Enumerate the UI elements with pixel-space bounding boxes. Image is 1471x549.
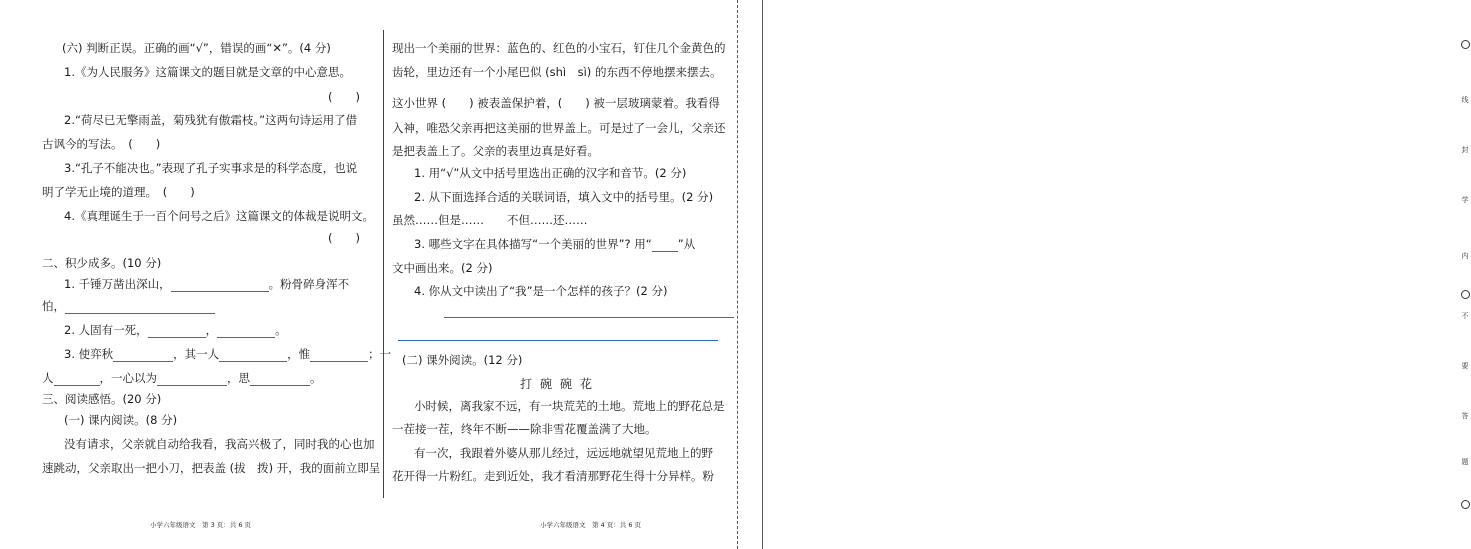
fill-blank[interactable] <box>148 325 206 338</box>
passage-line-7: 是把表盖上了。父亲的表里边真是好看。 <box>392 144 599 158</box>
binding-mark: 封 <box>1459 146 1471 155</box>
story-line-3: 有一次，我跟着外婆从那儿经过，远远地就望见荒地上的野 <box>414 446 713 460</box>
question-2: 2. 从下面选择合适的关联词语，填入文中的括号里。(2 分) <box>414 190 714 204</box>
fill-item-1-line-1: 1. 千锤万凿出深山， 。粉骨碎身浑不 <box>64 277 350 291</box>
binding-mark: 要 <box>1459 362 1471 371</box>
judge-item-1: 1.《为人民服务》这篇课文的题目就是文章的中心意思。 <box>64 65 351 79</box>
column-divider <box>383 30 384 498</box>
binding-circle <box>1461 40 1470 49</box>
passage-line-6: 入神，唯恐父亲再把这美丽的世界盖上。可是过了一会儿，父亲还 <box>392 121 726 135</box>
fill-blank[interactable] <box>113 349 173 362</box>
underline-marker <box>652 239 678 252</box>
question-2-options: 虽然……但是…… 不但……还…… <box>392 213 588 227</box>
binding-circle <box>1461 500 1470 509</box>
fill-blank[interactable] <box>54 373 100 386</box>
binding-mark: 学 <box>1459 196 1471 205</box>
section-6-heading: (六) 判断正误。正确的画“√”，错误的画“✕”。(4 分) <box>62 41 331 55</box>
reading-1-heading: (一) 课内阅读。(8 分) <box>64 413 178 427</box>
binding-mark: 题 <box>1459 458 1471 467</box>
judge-item-4-answer[interactable]: ( ) <box>328 231 360 245</box>
binding-mark: 线 <box>1459 96 1471 105</box>
binding-strip <box>728 0 1469 549</box>
question-1: 1. 用“√”从文中括号里选出正确的汉字和音节。(2 分) <box>414 166 687 180</box>
binding-circle <box>1461 290 1470 299</box>
fill-blank[interactable] <box>217 325 275 338</box>
fill-blank[interactable] <box>219 349 287 362</box>
question-3-line-1: 3. 哪些文字在具体描写“一个美丽的世界”? 用“ ”从 <box>414 237 696 251</box>
fill-item-1-line-2: 怕， <box>42 298 215 314</box>
judge-item-2-line-2[interactable]: 古讽今的写法。 ( ) <box>42 137 161 151</box>
fill-blank[interactable] <box>157 373 227 386</box>
passage-line-2: 速跳动，父亲取出一把小刀，把表盖 (拔 拨) 开，我的面前立即呈 <box>42 461 381 475</box>
story-title: 打碗碗花 <box>519 377 600 391</box>
page-4-footer: 小学六年级语文 第 4 页：共 6 页 <box>540 521 642 529</box>
fill-item-3-line-1: 3. 使弈秋 ，其一人 ，惟 ；一 <box>64 347 392 361</box>
binding-mark: 答 <box>1459 412 1471 421</box>
fill-blank[interactable] <box>250 373 310 386</box>
answer-line-2[interactable] <box>398 340 718 341</box>
passage-line-5: 这小世界 ( ) 被表盖保护着，( ) 被一层玻璃蒙着。我看得 <box>392 96 720 110</box>
question-3-line-2: 文中画出来。(2 分) <box>392 261 493 275</box>
section-2-heading: 二、积少成多。(10 分) <box>42 256 162 270</box>
judge-item-3-line-1: 3.“孔子不能决也。”表现了孔子实事求是的科学态度，也说 <box>64 161 358 175</box>
judge-item-1-answer[interactable]: ( ) <box>328 90 360 104</box>
answer-line-1[interactable] <box>444 317 734 318</box>
story-line-4: 花开得一片粉红。走到近处，我才看清那野花生得十分异样。粉 <box>392 469 714 483</box>
fill-item-3-line-2: 人 ，一心以为 ，思 。 <box>42 371 322 385</box>
question-4: 4. 你从文中读出了“我”是一个怎样的孩子？(2 分) <box>414 284 668 298</box>
passage-line-1: 没有请求，父亲就自动给我看，我高兴极了，同时我的心也加 <box>64 437 375 451</box>
fill-blank[interactable] <box>171 279 269 292</box>
judge-item-4: 4.《真理诞生于一百个问号之后》这篇课文的体裁是说明文。 <box>64 209 374 223</box>
passage-line-3: 现出一个美丽的世界：蓝色的、红色的小宝石，钉住几个金黄色的 <box>392 41 726 55</box>
reading-2-heading: (二) 课外阅读。(12 分) <box>402 353 523 367</box>
story-line-1: 小时候，离我家不远，有一块荒芜的土地。荒地上的野花总是 <box>414 399 725 413</box>
fill-item-2: 2. 人固有一死， ， 。 <box>64 323 287 337</box>
fill-blank[interactable] <box>310 349 368 362</box>
judge-item-3-line-2[interactable]: 明了学无止境的道理。 ( ) <box>42 185 195 199</box>
binding-edge-line <box>762 0 763 549</box>
passage-line-4: 齿轮，里边还有一个小尾巴似 (shì sì) 的东西不停地摆来摆去。 <box>392 65 722 79</box>
section-3-heading: 三、阅读感悟。(20 分) <box>42 392 162 406</box>
page-3-footer: 小学六年级语文 第 3 页：共 6 页 <box>150 521 252 529</box>
binding-mark: 内 <box>1459 252 1471 261</box>
story-line-2: 一茬接一茬，终年不断——除非雪花覆盖满了大地。 <box>392 422 657 436</box>
fill-blank[interactable] <box>65 301 215 314</box>
binding-mark: 不 <box>1459 312 1471 321</box>
judge-item-2-line-1: 2.“荷尽已无擎雨盖，菊残犹有傲霜枝。”这两句诗运用了借 <box>64 113 358 127</box>
